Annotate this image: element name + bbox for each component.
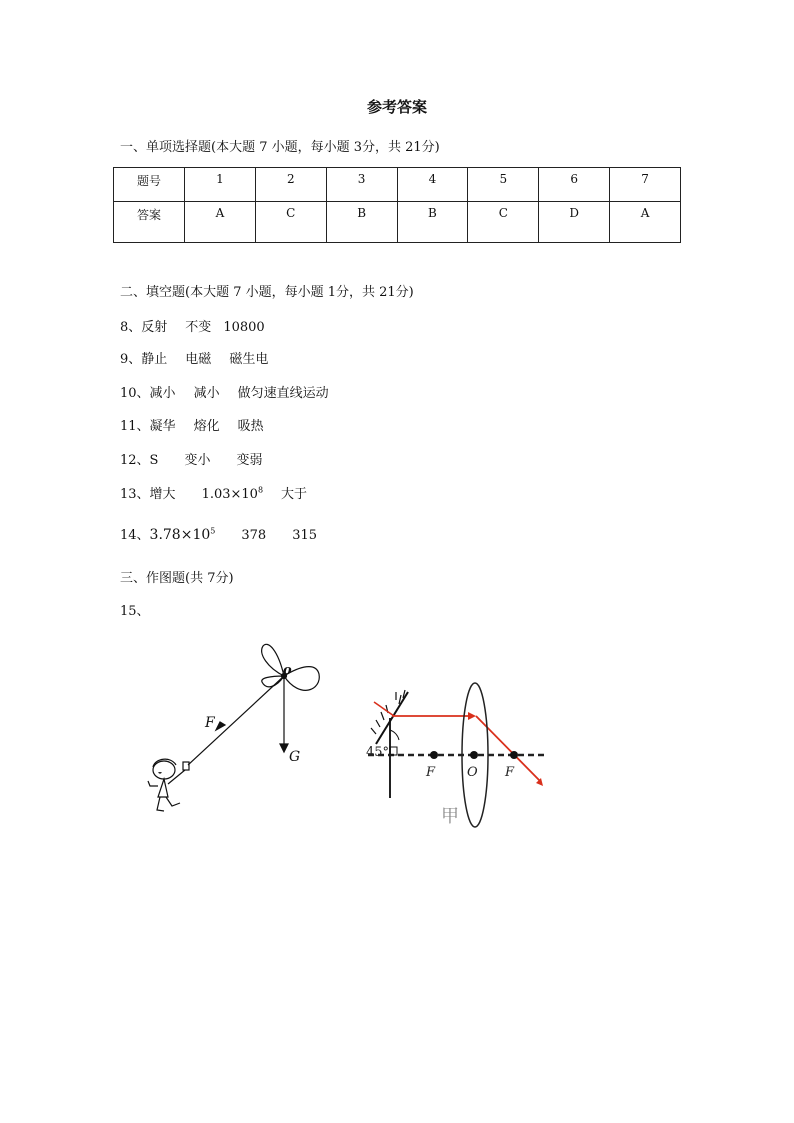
answer-value: 不变: [185, 320, 212, 335]
answer-value: 做匀速直线运动: [237, 386, 329, 401]
table-cell: B: [397, 202, 468, 243]
table-header-cell: 答案: [114, 202, 185, 243]
angle-arc: [390, 730, 399, 740]
lens-caption: 甲: [441, 806, 459, 827]
reflected-ray-arrowhead: [468, 712, 476, 720]
table-cell: 6: [539, 168, 610, 202]
table-cell: 4: [397, 168, 468, 202]
lens-label-f-left: F: [426, 765, 436, 780]
question-number: 14、: [120, 528, 150, 543]
question-15-number: 15、: [120, 604, 150, 619]
answer-value: 变小: [184, 453, 211, 468]
answer-value: 10800: [223, 320, 265, 335]
section2-heading: 二、填空题(本大题 7 小题，每小题 1分，共 21分): [120, 285, 414, 300]
answer-value: $3.78\times 10^5$: [149, 526, 216, 543]
section1-heading: 一、单项选择题(本大题 7 小题，每小题 3分，共 21分): [120, 140, 440, 155]
answer-value: 变弱: [236, 453, 263, 468]
focus-point-right: [510, 751, 518, 759]
answer-value: 减小: [149, 386, 176, 401]
answer-value: 吸热: [237, 419, 264, 434]
question-number: 11、: [120, 419, 150, 434]
question-number: 12、: [120, 453, 150, 468]
answer-value: 磁生电: [229, 352, 269, 367]
answer-value: 熔化: [193, 419, 220, 434]
force-f-arrowhead: [216, 722, 225, 730]
focus-point-left: [430, 751, 438, 759]
answer-value: $1.03\times 10^8$: [201, 485, 264, 502]
plane-mirror: [376, 692, 408, 744]
answer-value: 静止: [141, 352, 168, 367]
table-cell: A: [610, 202, 681, 243]
table-cell: 3: [326, 168, 397, 202]
question-number: 9、: [120, 352, 142, 367]
table-cell: D: [539, 202, 610, 243]
lens-label-o: O: [467, 765, 478, 780]
kite-label-g: G: [289, 749, 301, 765]
question-number: 13、: [120, 487, 150, 502]
table-cell: 7: [610, 168, 681, 202]
answer-value: 378: [241, 528, 267, 543]
answer-value: 减小: [193, 386, 220, 401]
kite-label-f: F: [205, 715, 215, 731]
page-title: 参考答案: [366, 98, 427, 116]
lens-label-angle: 45°: [366, 745, 390, 760]
table-cell: 5: [468, 168, 539, 202]
table-cell: B: [326, 202, 397, 243]
table-cell: C: [255, 202, 326, 243]
answer-value: S: [149, 453, 159, 468]
incident-ray: [374, 702, 394, 716]
table-cell: A: [185, 202, 256, 243]
table-header-cell: 题号: [114, 168, 185, 202]
kite-figure: [148, 644, 319, 811]
section3-heading: 三、作图题(共 7分): [120, 571, 234, 586]
kite-label-o: o: [283, 663, 292, 678]
table-cell: C: [468, 202, 539, 243]
answer-value: 增大: [149, 487, 176, 502]
question-number: 8、: [120, 320, 142, 335]
child-figure: [148, 759, 189, 811]
answer-value: 315: [292, 528, 318, 543]
kite-string-line: [188, 676, 284, 765]
gravity-arrowhead: [280, 744, 288, 752]
answer-value: 大于: [281, 487, 308, 502]
question-number: 10、: [120, 386, 150, 401]
table-cell: 2: [255, 168, 326, 202]
table-cell: 1: [185, 168, 256, 202]
answer-value: 反射: [141, 320, 168, 335]
lens-label-f-right: F: [505, 765, 515, 780]
optical-center-point: [470, 751, 478, 759]
answer-value: 电磁: [185, 352, 212, 367]
answer-value: 凝华: [149, 419, 176, 434]
